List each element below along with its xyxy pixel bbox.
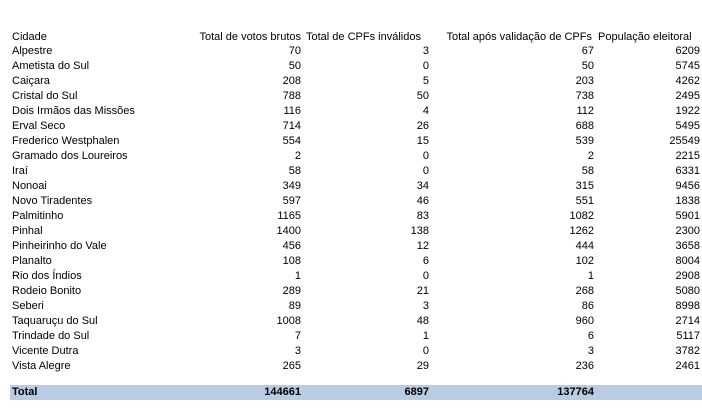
total-electoral-population-cell[interactable] (596, 385, 702, 400)
cell-invalid-cpfs[interactable]: 34 (416, 180, 429, 192)
cell-invalid-cpfs[interactable]: 0 (422, 150, 429, 162)
cell-electoral-population[interactable]: 2461 (675, 360, 700, 372)
total-label[interactable]: Total (10, 385, 170, 400)
spacer-cell (10, 374, 170, 385)
cell-after-validation[interactable]: 268 (575, 285, 594, 297)
cell-total-votes[interactable]: 714 (282, 120, 301, 132)
spacer-cell (303, 374, 431, 385)
total-invalid-cpfs-cell[interactable]: 6897 (303, 385, 431, 400)
cell-electoral-population[interactable]: 9456 (675, 180, 700, 192)
cell-total-votes[interactable]: 2 (294, 150, 301, 162)
cell-total-votes[interactable]: 7 (294, 330, 301, 342)
table-row (10, 149, 702, 164)
cell-electoral-population[interactable]: 8998 (675, 300, 700, 312)
table-header (10, 14, 702, 44)
cell-invalid-cpfs[interactable]: 26 (416, 120, 429, 132)
data-table (10, 14, 702, 400)
cell-total-votes[interactable]: 349 (282, 180, 301, 192)
cell-after-validation[interactable]: 102 (575, 255, 594, 267)
spacer-row (10, 374, 702, 385)
table-row (10, 44, 702, 59)
header-electoral-population[interactable]: População eleitoral (598, 31, 692, 43)
cell-electoral-population[interactable]: 6331 (675, 165, 700, 177)
cell-after-validation[interactable]: 67 (581, 45, 594, 57)
cell-after-validation[interactable]: 315 (575, 180, 594, 192)
cell-city[interactable]: Ametista do Sul (12, 60, 90, 72)
cell-invalid-cpfs[interactable]: 0 (422, 270, 429, 282)
table-row (10, 164, 702, 179)
spacer-cell (170, 374, 303, 385)
cell-city[interactable]: Rio dos Índios (12, 270, 82, 282)
cell-after-validation[interactable]: 203 (575, 75, 594, 87)
cell-city[interactable]: Erval Seco (12, 120, 66, 132)
cell-total-votes[interactable]: 3 (294, 345, 301, 357)
cell-after-validation[interactable]: 236 (575, 360, 594, 372)
cell-city[interactable]: Dois Irmãos das Missões (12, 105, 135, 117)
table-body (10, 44, 702, 374)
cell-city[interactable]: Trindade do Sul (12, 330, 90, 342)
cell-electoral-population[interactable]: 3658 (675, 240, 700, 252)
cell-after-validation[interactable]: 50 (581, 60, 594, 72)
cell-electoral-population[interactable]: 1922 (675, 105, 700, 117)
table-row (10, 119, 702, 134)
cell-city[interactable]: Nonoai (12, 180, 47, 192)
cell-electoral-population[interactable]: 5495 (675, 120, 700, 132)
table-row (10, 59, 702, 74)
cell-after-validation[interactable]: 1082 (569, 210, 594, 222)
cell-total-votes[interactable]: 208 (282, 75, 301, 87)
cell-invalid-cpfs[interactable]: 12 (416, 240, 429, 252)
table-row (10, 209, 702, 224)
spacer-cell (596, 374, 702, 385)
table-row (10, 179, 702, 194)
cell-electoral-population[interactable]: 2714 (675, 315, 700, 327)
cell-city[interactable]: Rodeio Bonito (12, 285, 82, 297)
cell-after-validation[interactable]: 539 (575, 135, 594, 147)
table-row (10, 299, 702, 314)
cell-invalid-cpfs[interactable]: 6 (422, 255, 429, 267)
cell-electoral-population[interactable]: 5080 (675, 285, 700, 297)
cell-total-votes[interactable]: 597 (282, 195, 301, 207)
total-after-validation-cell[interactable]: 137764 (431, 385, 596, 400)
cell-after-validation[interactable]: 2 (587, 150, 594, 162)
cell-city[interactable]: Planalto (12, 255, 52, 267)
table-row (10, 359, 702, 374)
cell-invalid-cpfs[interactable]: 5 (422, 75, 429, 87)
table-row (10, 239, 702, 254)
cell-electoral-population[interactable]: 25549 (669, 135, 700, 147)
cell-electoral-population[interactable]: 6209 (675, 45, 700, 57)
cell-invalid-cpfs[interactable]: 21 (416, 285, 429, 297)
cell-after-validation[interactable]: 112 (576, 105, 594, 117)
cell-total-votes[interactable]: 1008 (276, 315, 301, 327)
cell-total-votes[interactable]: 1165 (277, 210, 301, 222)
table-row (10, 314, 702, 329)
cell-after-validation[interactable]: 86 (581, 300, 594, 312)
cell-city[interactable]: Vicente Dutra (12, 345, 79, 357)
header-city[interactable]: Cidade (12, 31, 47, 43)
cell-city[interactable]: Novo Tiradentes (12, 195, 93, 207)
header-row (10, 14, 702, 44)
cell-total-votes[interactable]: 554 (282, 135, 301, 147)
table-row (10, 284, 702, 299)
spacer-cell (431, 374, 596, 385)
cell-electoral-population[interactable]: 2215 (675, 150, 700, 162)
cell-city[interactable]: Pinheirinho do Vale (12, 240, 107, 252)
cell-invalid-cpfs[interactable]: 15 (416, 135, 429, 147)
cell-total-votes[interactable]: 289 (282, 285, 301, 297)
total-row (10, 385, 702, 400)
cell-total-votes[interactable]: 116 (283, 105, 301, 117)
total-votes-cell[interactable]: 144661 (170, 385, 303, 400)
table-row (10, 104, 702, 119)
cell-after-validation[interactable]: 960 (575, 315, 594, 327)
table-row (10, 224, 702, 239)
cell-total-votes[interactable]: 1 (294, 270, 301, 282)
cell-total-votes[interactable]: 265 (282, 360, 301, 372)
cell-invalid-cpfs[interactable]: 83 (416, 210, 429, 222)
cell-total-votes[interactable]: 1400 (276, 225, 301, 237)
cell-city[interactable]: Seberi (12, 300, 44, 312)
cell-total-votes[interactable]: 89 (288, 300, 301, 312)
header-invalid-cpfs[interactable]: Total de CPFs inválidos (306, 31, 421, 43)
table-row (10, 89, 702, 104)
cell-city[interactable]: Palmitinho (12, 210, 64, 222)
cell-city[interactable]: Cristal do Sul (12, 90, 78, 102)
cell-electoral-population[interactable]: 1838 (675, 195, 700, 207)
cell-total-votes[interactable]: 456 (282, 240, 301, 252)
cell-city[interactable]: Alpestre (12, 45, 53, 57)
cell-after-validation[interactable]: 1 (587, 270, 594, 282)
cell-invalid-cpfs[interactable]: 0 (422, 165, 429, 177)
cell-electoral-population[interactable]: 8004 (675, 255, 700, 267)
cell-invalid-cpfs[interactable]: 138 (410, 225, 429, 237)
cell-electoral-population[interactable]: 5745 (675, 60, 700, 72)
table-row (10, 344, 702, 359)
cell-electoral-population[interactable]: 4262 (675, 75, 700, 87)
cell-invalid-cpfs[interactable]: 48 (416, 315, 429, 327)
cell-invalid-cpfs[interactable]: 4 (422, 105, 429, 117)
cell-invalid-cpfs[interactable]: 3 (422, 300, 429, 312)
cell-after-validation[interactable]: 3 (587, 345, 594, 357)
cell-after-validation[interactable]: 551 (575, 195, 594, 207)
cell-invalid-cpfs[interactable]: 29 (416, 360, 429, 372)
cell-total-votes[interactable]: 788 (282, 90, 301, 102)
cell-total-votes[interactable]: 70 (288, 45, 301, 57)
cell-city[interactable]: Vista Alegre (12, 360, 71, 372)
cell-electoral-population[interactable]: 2495 (675, 90, 700, 102)
cell-city[interactable]: Caiçara (12, 75, 50, 87)
cell-total-votes[interactable]: 50 (288, 60, 301, 72)
cell-electoral-population[interactable]: 5901 (675, 210, 700, 222)
cell-city[interactable]: Gramado dos Loureiros (12, 150, 128, 162)
header-after-validation[interactable]: Total após validação de CPFs (446, 31, 592, 43)
cell-city[interactable]: Taquaruçu do Sul (12, 315, 98, 327)
cell-city[interactable]: Frederico Westphalen (12, 135, 120, 147)
cell-invalid-cpfs[interactable]: 1 (422, 330, 429, 342)
cell-after-validation[interactable]: 688 (575, 120, 594, 132)
cell-after-validation[interactable]: 6 (587, 330, 594, 342)
cell-city[interactable]: Iraí (12, 165, 28, 177)
cell-after-validation[interactable]: 444 (575, 240, 594, 252)
cell-invalid-cpfs[interactable]: 0 (422, 60, 429, 72)
table-row (10, 329, 702, 344)
table-row (10, 134, 702, 149)
cell-electoral-population[interactable]: 3782 (675, 345, 700, 357)
cell-total-votes[interactable]: 58 (288, 165, 301, 177)
cell-invalid-cpfs[interactable]: 50 (416, 90, 429, 102)
cell-city[interactable]: Pinhal (12, 225, 43, 237)
table-row (10, 194, 702, 209)
header-total-votes[interactable]: Total de votos brutos (199, 31, 301, 43)
cell-invalid-cpfs[interactable]: 3 (422, 45, 429, 57)
table-row (10, 74, 702, 89)
cell-invalid-cpfs[interactable]: 0 (422, 345, 429, 357)
table-row (10, 254, 702, 269)
cell-electoral-population[interactable]: 2300 (675, 225, 700, 237)
table-row (10, 269, 702, 284)
cell-electoral-population[interactable]: 5117 (676, 330, 700, 342)
cell-electoral-population[interactable]: 2908 (675, 270, 700, 282)
cell-after-validation[interactable]: 58 (581, 165, 594, 177)
cell-after-validation[interactable]: 738 (575, 90, 594, 102)
table-footer (10, 374, 702, 400)
cell-invalid-cpfs[interactable]: 46 (416, 195, 429, 207)
cell-total-votes[interactable]: 108 (282, 255, 301, 267)
cell-after-validation[interactable]: 1262 (569, 225, 594, 237)
